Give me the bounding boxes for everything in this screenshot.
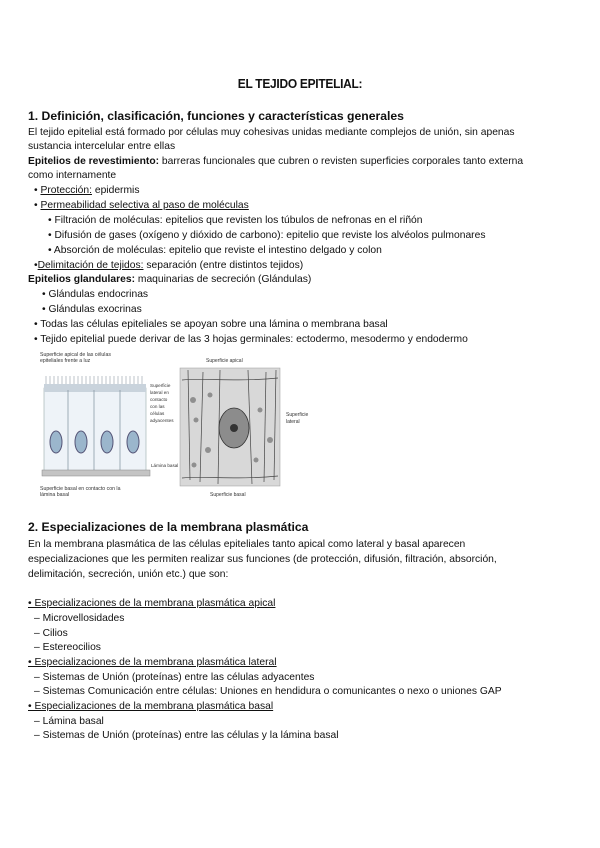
list-item: – Microvellosidades — [34, 613, 125, 624]
paragraph-line: El tejido epitelial está formado por células muy cohesivas unidas mediante complejos de unión, sin apenas — [28, 127, 515, 138]
figure-label: Superficie apical — [206, 358, 243, 364]
list-item: • Todas las células epiteliales se apoyan sobre una lámina o membrana basal — [34, 319, 388, 330]
epithelium-figure — [38, 350, 348, 500]
figure-label: Superficie apical de las células — [40, 352, 111, 358]
figure-label: epiteliales frente a luz — [40, 358, 91, 364]
list-item: • Tejido epitelial puede derivar de las 3 hojas germinales: ectodermo, mesodermo y endodermo — [34, 334, 468, 345]
list-heading: • Especializaciones de la membrana plasmática basal — [28, 701, 274, 712]
paragraph-line: Epitelios glandulares: maquinarias de secreción (Glándulas) — [28, 274, 312, 285]
list-item: – Lámina basal — [34, 716, 104, 727]
figure-label: Superficie — [286, 412, 309, 418]
list-heading: • Especializaciones de la membrana plasmática apical — [28, 598, 276, 609]
micrograph-illustration — [180, 368, 280, 486]
list-item: • Permeabilidad selectiva al paso de moléculas — [34, 200, 249, 211]
figure-label: Lámina basal — [151, 463, 179, 468]
paragraph-line: Epitelios de revestimiento: barreras funcionales que cubren o revisten superficies corporales tanto externa — [28, 156, 524, 167]
list-item: – Cilios — [34, 628, 68, 639]
figure-label: con las — [150, 404, 165, 409]
figure-label: Superficie — [150, 383, 171, 388]
list-item: – Sistemas Comunicación entre células: Uniones en hendidura o comunicantes o nexo o uniones GAP — [34, 686, 502, 697]
columnar-cells-illustration — [42, 376, 150, 476]
term-label: Epitelios glandulares: — [28, 274, 135, 285]
list-item: – Sistemas de Unión (proteínas) entre las células y la lámina basal — [34, 730, 339, 741]
list-item: – Sistemas de Unión (proteínas) entre las células adyacentes — [34, 672, 315, 683]
list-item: – Estereocilios — [34, 642, 101, 653]
figure-label: contacto — [150, 397, 168, 402]
figure-label: Superficie basal — [210, 492, 246, 498]
paragraph-line: En la membrana plasmática de las células epiteliales tanto apical como lateral y basal aparecen — [28, 539, 466, 550]
list-item: • Difusión de gases (oxígeno y dióxido de carbono): epitelio que reviste los alvéolos pulmonares — [48, 230, 486, 241]
list-item: • Absorción de moléculas: epitelio que reviste el intestino delgado y colon — [48, 245, 382, 256]
paragraph-line: delimitación, secreción, unión etc.) que son: — [28, 569, 229, 580]
figure-label: lateral — [286, 419, 300, 425]
figure-label: lámina basal — [40, 492, 70, 498]
list-item: • Protección: epidermis — [34, 185, 140, 196]
list-heading: • Especializaciones de la membrana plasmática lateral — [28, 657, 277, 668]
paragraph-line: como internamente — [28, 170, 117, 181]
section-1-heading: 1. Definición, clasificación, funciones y características generales — [28, 109, 404, 123]
list-item: • Glándulas exocrinas — [42, 304, 142, 315]
list-item: •Delimitación de tejidos: separación (entre distintos tejidos) — [34, 260, 304, 271]
figure-label: lateral en — [150, 390, 169, 395]
section-2-heading: 2. Especializaciones de la membrana plasmática — [28, 520, 309, 534]
paragraph-line: sustancia intercelular entre ellas — [28, 141, 176, 152]
term-label: Epitelios de revestimiento: — [28, 156, 160, 167]
list-item: • Glándulas endocrinas — [42, 289, 149, 300]
page-title: EL TEJIDO EPITELIAL: — [237, 76, 363, 91]
paragraph-line: especializaciones que les permiten realizar sus funciones (de protección, difusión, filtración, absorción, — [28, 554, 497, 565]
figure-label: células — [150, 411, 165, 416]
figure-label: adyacentes — [150, 418, 174, 423]
list-item: • Filtración de moléculas: epitelios que revisten los túbulos de nefronas en el riñón — [48, 215, 423, 226]
figure-label: Superficie basal en contacto con la — [40, 486, 121, 492]
